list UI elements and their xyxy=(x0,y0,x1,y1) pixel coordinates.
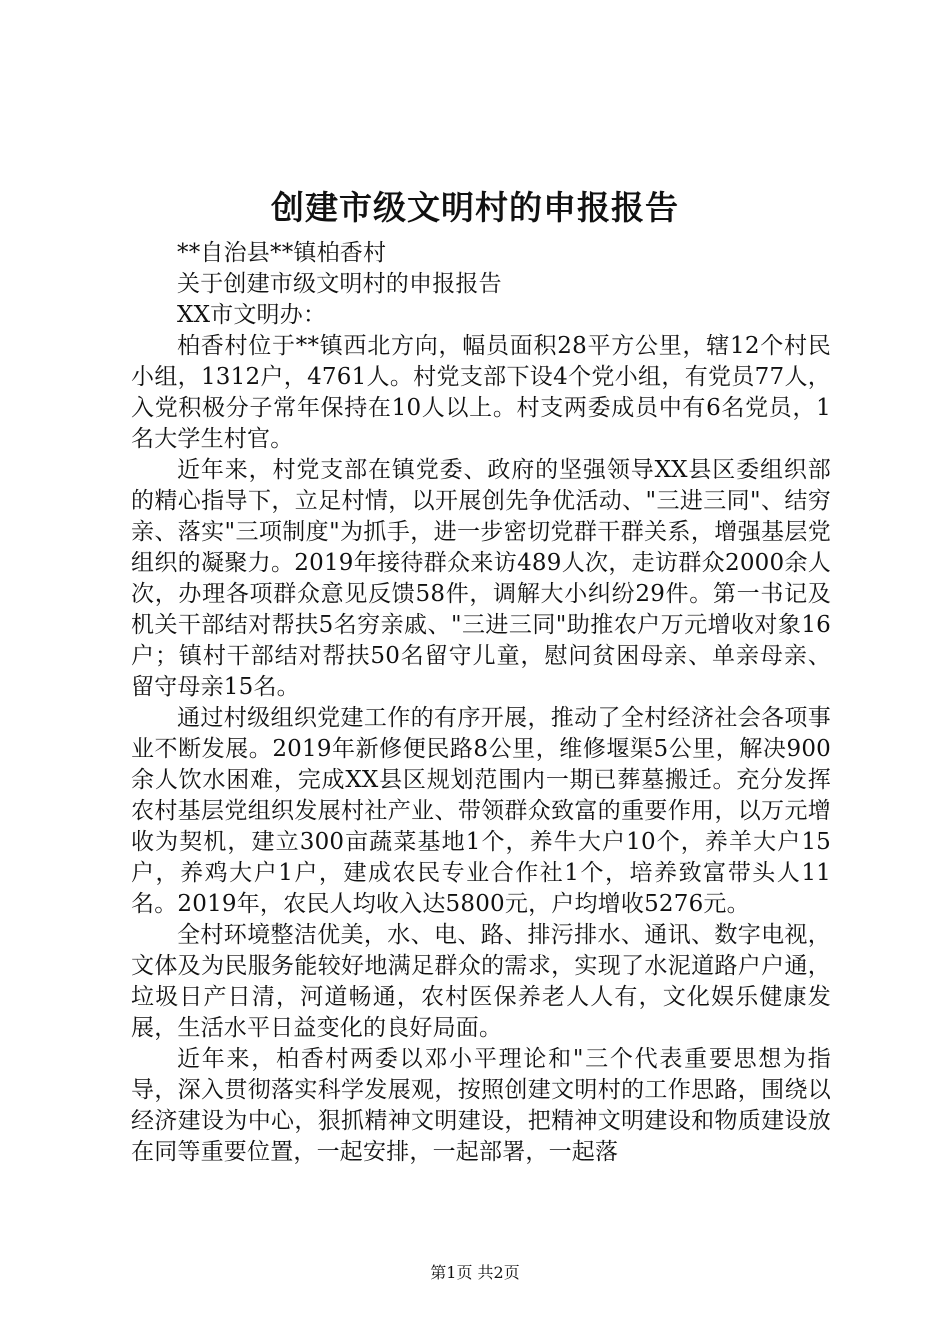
document-title: 创建市级文明村的申报报告 xyxy=(271,188,679,227)
addressee-line: XX市文明办： xyxy=(177,302,327,328)
paragraph-civilization-building: 近年来，柏香村两委以邓小平理论和"三个代表重要思想为指导，深入贯彻落实科学发展观，按照创建文明村的工作思路，围绕以经济建设为中心，狠抓精神文明建设，把精神文明建设和物质建设放在同等重要位置，一起安排，一起部署，一起落 xyxy=(131,1046,831,1165)
paragraph-party-work: 近年来，村党支部在镇党委、政府的坚强领导XX县区委组织部的精心指导下，立足村情，以开展创先争优活动、"三进三同"、结穷亲、落实"三项制度"为抓手，进一步密切党群干群关系，增强基层党组织的凝聚力。2019年接待群众来访489人次，走访群众2000余人次，办理各项群众意见反馈58件，调解大小纠纷29件。第一书记及机关干部结对帮扶5名穷亲戚、"三进三同"助推农户万元增收对象16户；镇村干部结对帮扶50名留守儿童，慰问贫困母亲、单亲母亲、留守母亲15名。 xyxy=(131,457,831,700)
paragraph-village-overview: 柏香村位于**镇西北方向，幅员面积28平方公里，辖12个村民小组，1312户，4761人。村党支部下设4个党小组，有党员77人，入党积极分子常年保持在10人以上。村支两委成员中有6名党员，1名大学生村官。 xyxy=(131,333,831,452)
subject-line: 关于创建市级文明村的申报报告 xyxy=(177,271,502,297)
document-body xyxy=(131,238,831,1168)
paragraph-environment: 全村环境整洁优美，水、电、路、排污排水、通讯、数字电视，文体及为民服务能较好地满足群众的需求，实现了水泥道路户户通，垃圾日产日清，河道畅通，农村医保养老人人有，文化娱乐健康发展，生活水平日益变化的良好局面。 xyxy=(131,922,831,1041)
page-footer: 第1页 共2页 xyxy=(430,1263,520,1282)
paragraph-economic-development: 通过村级组织党建工作的有序开展，推动了全村经济社会各项事业不断发展。2019年新修便民路8公里，维修堰渠5公里，解决900余人饮水困难，完成XX县区规划范围内一期已葬墓搬迁。充分发挥农村基层党组织发展村社产业、带领群众致富的重要作用，以万元增收为契机，建立300亩蔬菜基地1个，养牛大户10个，养羊大户15户，养鸡大户1户，建成农民专业合作社1个，培养致富带头人11名。2019年，农民人均收入达5800元，户均增收5276元。 xyxy=(131,705,831,917)
sender-line: **自治县**镇柏香村 xyxy=(177,240,387,266)
